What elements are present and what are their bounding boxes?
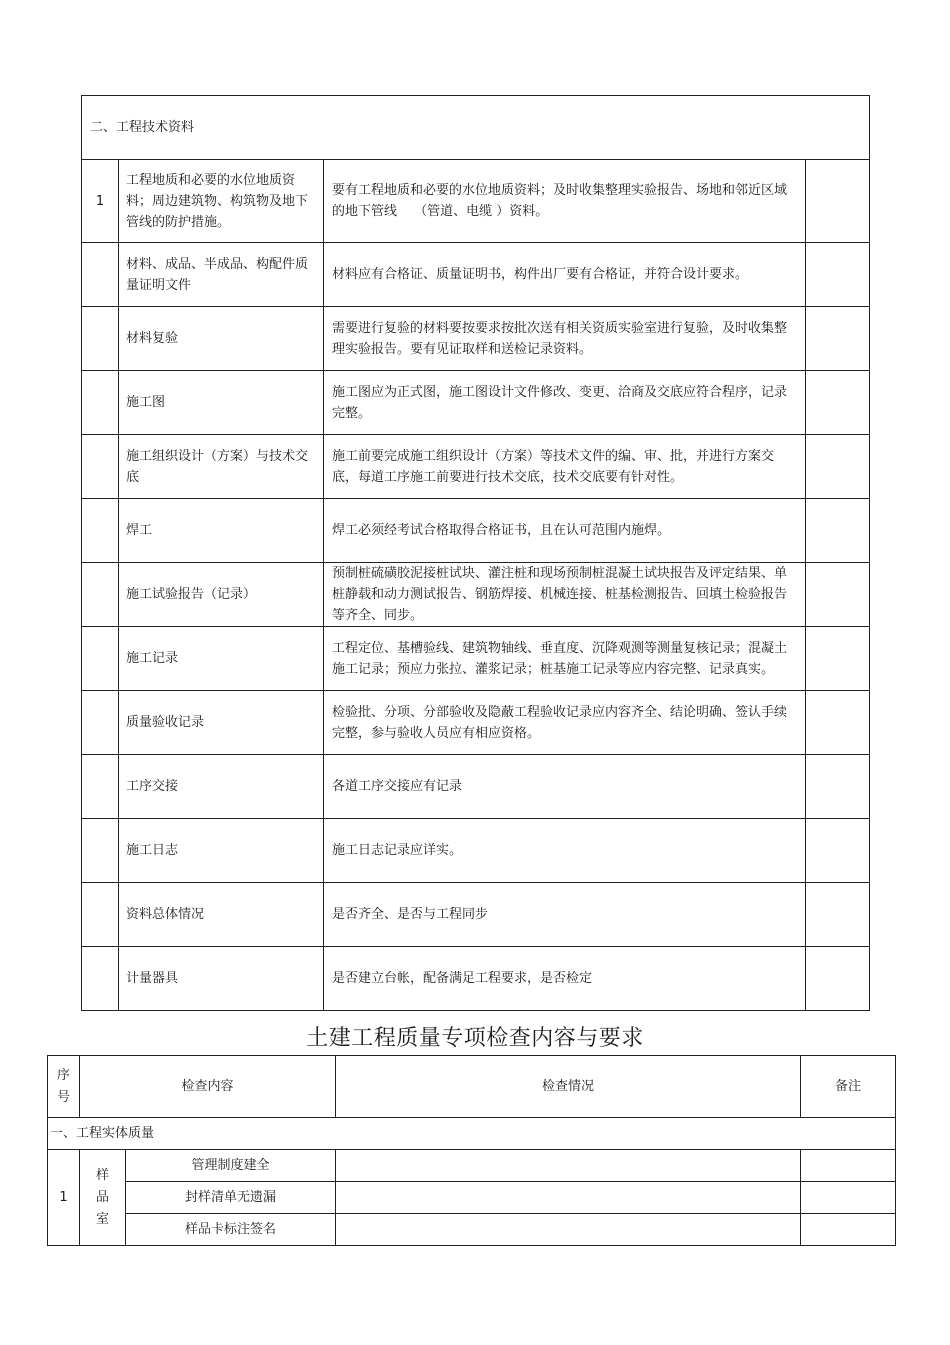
row-remark — [806, 160, 870, 243]
row-item: 资料总体情况 — [119, 883, 324, 947]
row-requirement: 施工图应为正式图，施工图设计文件修改、变更、洽商及交底应符合程序，记录完整。 — [324, 371, 806, 435]
table-row — [82, 435, 870, 499]
table-row — [82, 371, 870, 435]
row-item: 施工日志 — [119, 819, 324, 883]
row-requirement: 预制桩硫磺胶泥接桩试块、灌注桩和现场预制桩混凝土试块报告及评定结果、单桩静载和动力测试报告、钢筋焊接、机械连接、桩基检测报告、回填土检验报告等齐全、同步。 — [324, 563, 806, 627]
table-row — [82, 627, 870, 691]
header-row — [48, 1056, 896, 1118]
row-remark — [806, 499, 870, 563]
row-remark — [806, 691, 870, 755]
row-requirement: 施工前要完成施工组织设计（方案）等技术文件的编、审、批，并进行方案交底，每道工序施工前要进行技术交底，技术交底要有针对性。 — [324, 435, 806, 499]
header-no: 序号 — [48, 1056, 80, 1118]
row-remark — [806, 947, 870, 1011]
header-content: 检查内容 — [80, 1056, 336, 1118]
row-number: 1 — [82, 160, 119, 243]
row-number — [82, 755, 119, 819]
check-remark — [801, 1150, 896, 1182]
page-title: 土建工程质量专项检查内容与要求 — [306, 1026, 644, 1051]
section-row — [48, 1118, 896, 1150]
check-remark — [801, 1214, 896, 1246]
header-status: 检查情况 — [336, 1056, 801, 1118]
row-remark — [806, 883, 870, 947]
row-requirement: 施工日志记录应详实。 — [324, 819, 806, 883]
table-row — [82, 307, 870, 371]
row-number — [82, 371, 119, 435]
table-row — [48, 1214, 896, 1246]
row-number — [82, 243, 119, 307]
row-number — [82, 563, 119, 627]
row-requirement: 焊工必须经考试合格取得合格证书，且在认可范围内施焊。 — [324, 499, 806, 563]
row-remark — [806, 243, 870, 307]
row-item: 材料复验 — [119, 307, 324, 371]
row-number — [82, 307, 119, 371]
check-status — [336, 1214, 801, 1246]
row-number — [82, 883, 119, 947]
table-row — [82, 243, 870, 307]
table-row — [82, 883, 870, 947]
row-item: 计量器具 — [119, 947, 324, 1011]
row-remark — [806, 307, 870, 371]
row-remark — [806, 755, 870, 819]
section-label: 一、工程实体质量 — [48, 1118, 896, 1150]
row-remark — [806, 371, 870, 435]
table-row — [82, 563, 870, 627]
group-label: 样品室 — [80, 1150, 126, 1246]
row-number — [82, 947, 119, 1011]
row-item: 施工试验报告（记录） — [119, 563, 324, 627]
row-remark — [806, 563, 870, 627]
check-item: 管理制度建全 — [126, 1150, 336, 1182]
table-row — [82, 819, 870, 883]
row-number — [82, 819, 119, 883]
row-number — [82, 435, 119, 499]
row-remark — [806, 627, 870, 691]
row-number — [82, 499, 119, 563]
row-requirement: 各道工序交接应有记录 — [324, 755, 806, 819]
row-item: 施工记录 — [119, 627, 324, 691]
row-requirement: 要有工程地质和必要的水位地质资料；及时收集整理实验报告、场地和邻近区域的地下管线 （管道、电缆 ）资料。 — [324, 160, 806, 243]
row-item: 焊工 — [119, 499, 324, 563]
check-remark — [801, 1182, 896, 1214]
table-row — [82, 691, 870, 755]
row-requirement: 是否齐全、是否与工程同步 — [324, 883, 806, 947]
section-heading: 二、工程技术资料 — [82, 96, 870, 160]
check-status — [336, 1150, 801, 1182]
table-row — [82, 160, 870, 243]
row-requirement: 需要进行复验的材料要按要求按批次送有相关资质实验室进行复验，及时收集整理实验报告。要有见证取样和送检记录资料。 — [324, 307, 806, 371]
row-remark — [806, 819, 870, 883]
table-row — [48, 1182, 896, 1214]
table-row — [82, 499, 870, 563]
row-item: 材料、成品、半成品、构配件质量证明文件 — [119, 243, 324, 307]
row-requirement: 是否建立台帐，配备满足工程要求，是否检定 — [324, 947, 806, 1011]
quality-inspection-table — [47, 1055, 896, 1246]
row-requirement: 检验批、分项、分部验收及隐蔽工程验收记录应内容齐全、结论明确、签认手续完整，参与验收人员应有相应资格。 — [324, 691, 806, 755]
row-item: 工程地质和必要的水位地质资料；周边建筑物、构筑物及地下管线的防护措施。 — [119, 160, 324, 243]
header-remark: 备注 — [801, 1056, 896, 1118]
table-row — [82, 755, 870, 819]
row-requirement: 材料应有合格证、质量证明书，构件出厂要有合格证，并符合设计要求。 — [324, 243, 806, 307]
row-remark — [806, 435, 870, 499]
row-item: 施工组织设计（方案）与技术交底 — [119, 435, 324, 499]
row-number — [82, 691, 119, 755]
check-item: 封样清单无遗漏 — [126, 1182, 336, 1214]
row-item: 施工图 — [119, 371, 324, 435]
table-row — [48, 1150, 896, 1182]
row-requirement: 工程定位、基槽验线、建筑物轴线、垂直度、沉降观测等测量复核记录；混凝土施工记录；预应力张拉、灌浆记录；桩基施工记录等应内容完整、记录真实。 — [324, 627, 806, 691]
check-item: 样品卡标注签名 — [126, 1214, 336, 1246]
row-item: 质量验收记录 — [119, 691, 324, 755]
row-number — [82, 627, 119, 691]
technical-docs-table — [81, 95, 870, 1011]
check-status — [336, 1182, 801, 1214]
table-row — [82, 947, 870, 1011]
row-item: 工序交接 — [119, 755, 324, 819]
group-number: 1 — [48, 1150, 80, 1246]
